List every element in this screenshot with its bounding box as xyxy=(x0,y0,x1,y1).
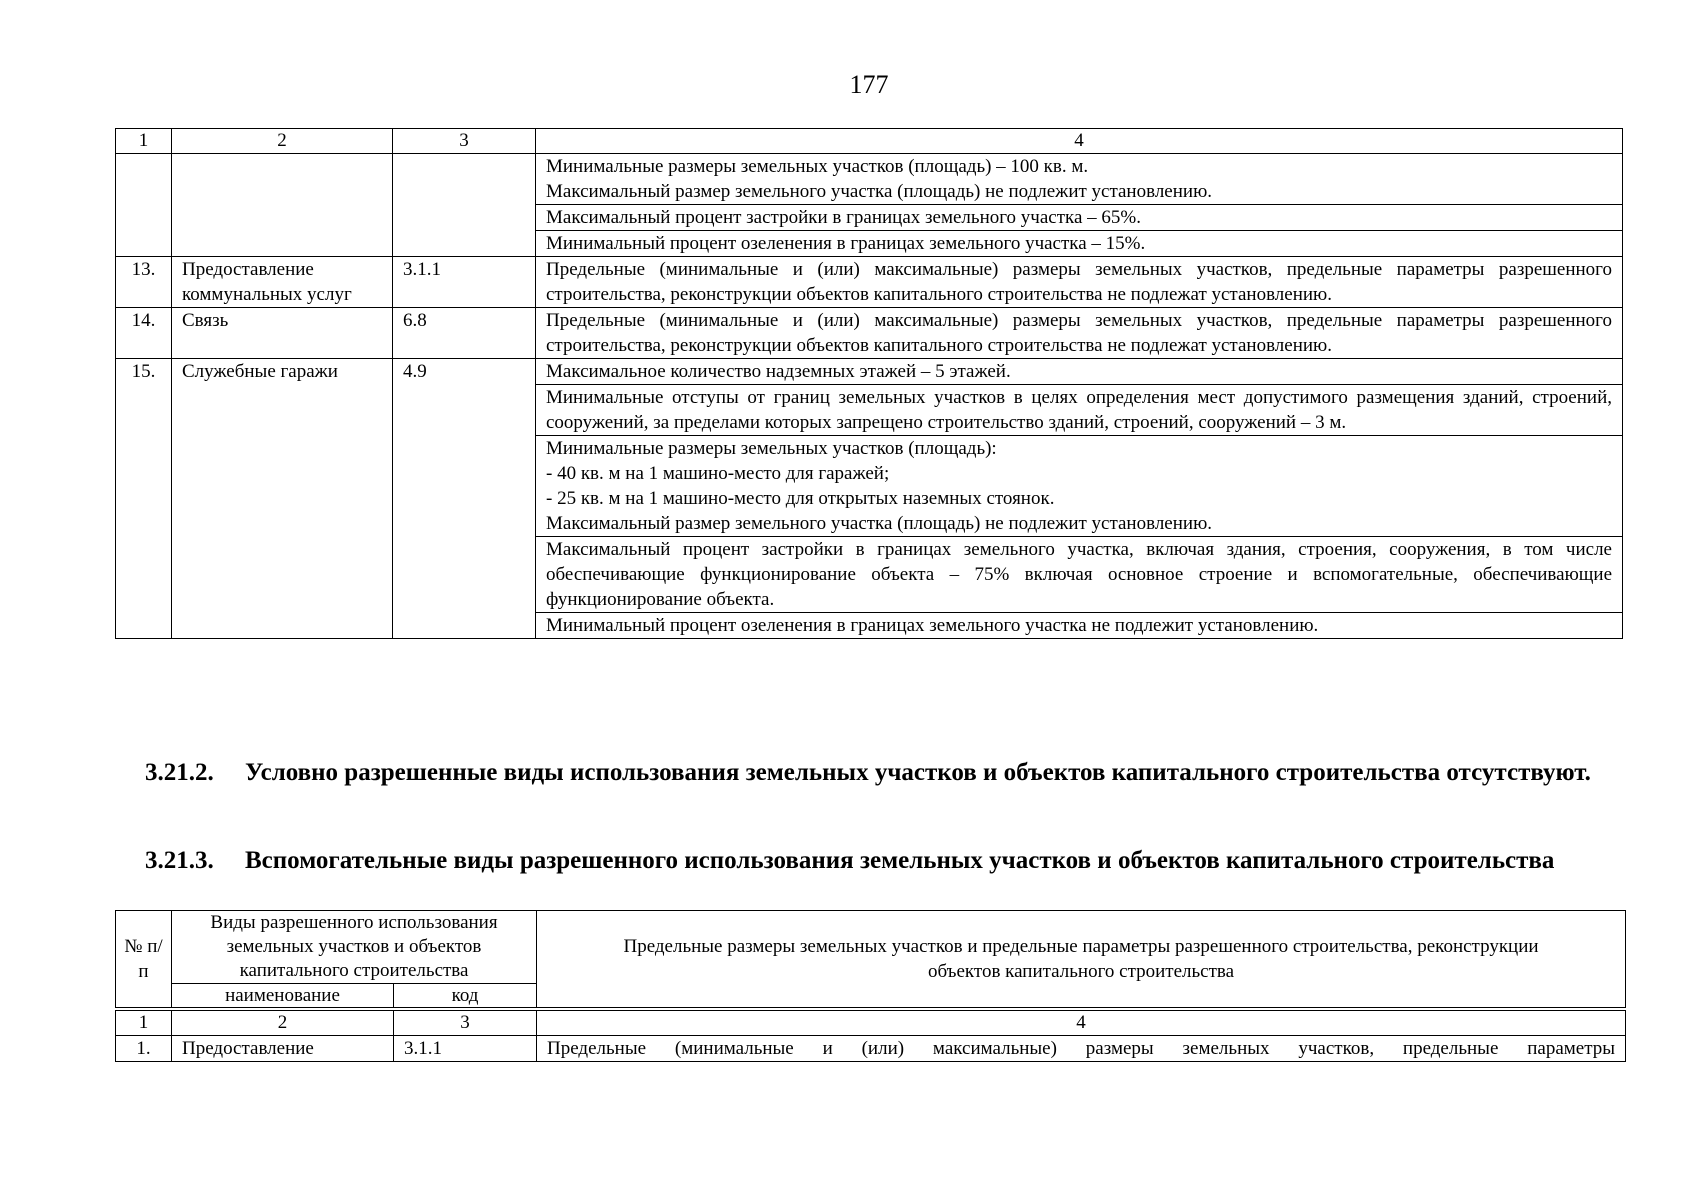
header-use-types: Виды разрешенного использования земельных участков и объектов капитального строительства xyxy=(172,911,537,984)
limit-cell: Предельные (минимальные и (или) максимальные) размеры земельных участков, предельные параметры разрешенного строительства, реконструкции объектов капитального строительства не подлежат установлению. xyxy=(536,308,1623,359)
table-header-row xyxy=(116,911,1626,984)
empty-cell xyxy=(393,154,536,257)
section-heading-3-21-3 xyxy=(145,844,1625,877)
header-number: № п/п xyxy=(116,911,172,1010)
limit-cell: Максимальный процент застройки в границах земельного участка – 65%. xyxy=(536,205,1623,231)
limit-cell: Минимальный процент озеленения в границах земельного участка – 15%. xyxy=(536,231,1623,257)
col-number-4: 4 xyxy=(536,129,1623,154)
table-row xyxy=(116,1036,1626,1062)
table-row xyxy=(116,308,1623,359)
use-name: Связь xyxy=(172,308,393,359)
empty-cell xyxy=(116,154,172,257)
zoning-table-main xyxy=(115,128,1623,639)
section-number: 3.21.2. xyxy=(145,759,214,786)
use-code: 3.1.1 xyxy=(393,257,536,308)
limit-cell: Предельные (минимальные и (или) максимальные) размеры земельных участков, предельные параметры xyxy=(537,1036,1626,1062)
row-number: 15. xyxy=(116,359,172,639)
table-row xyxy=(116,257,1623,308)
row-number: 1. xyxy=(116,1036,172,1062)
col-number-2: 2 xyxy=(172,1009,394,1036)
col-number-4: 4 xyxy=(537,1009,1626,1036)
use-code: 3.1.1 xyxy=(394,1036,537,1062)
limit-cell: Максимальный процент застройки в границах земельного участка, включая здания, строения, сооружения, в том числе обеспечивающие функционирование объекта – 75% включая основное строение и вспомогательные, обеспечивающие функционирование объекта. xyxy=(536,537,1623,613)
use-code: 4.9 xyxy=(393,359,536,639)
table-row xyxy=(116,359,1623,385)
header-limits: Предельные размеры земельных участков и предельные параметры разрешенного строительства, реконструкции объектов капитального строительства xyxy=(537,911,1626,1010)
section-title: Условно разрешенные виды использования земельных участков и объектов капитального строительства отсутствуют. xyxy=(245,759,1591,786)
section-title: Вспомогательные виды разрешенного использования земельных участков и объектов капитального строительства xyxy=(245,847,1555,874)
empty-cell xyxy=(172,154,393,257)
col-number-2: 2 xyxy=(172,129,393,154)
header-name: наименование xyxy=(172,984,394,1010)
row-number: 14. xyxy=(116,308,172,359)
use-name: Служебные гаражи xyxy=(172,359,393,639)
page-number: 177 xyxy=(849,70,889,99)
limit-cell: Минимальные размеры земельных участков (площадь): - 40 кв. м на 1 машино-место для гаражей; - 25 кв. м на 1 машино-место для открытых наземных стоянок. Максимальный размер земельного участка (площадь) не подлежит установлению. xyxy=(536,436,1623,537)
header-code: код xyxy=(394,984,537,1010)
limit-cell: Минимальные отступы от границ земельных участков в целях определения мест допустимого размещения зданий, строений, сооружений, за пределами которых запрещено строительство зданий, строений, сооружений – 3 м. xyxy=(536,385,1623,436)
col-number-1: 1 xyxy=(116,129,172,154)
limit-cell: Минимальный процент озеленения в границах земельного участка не подлежит установлению. xyxy=(536,613,1623,639)
use-name: Предоставление xyxy=(172,1036,394,1062)
table-row xyxy=(116,154,1623,205)
use-name: Предоставление коммунальных услуг xyxy=(172,257,393,308)
column-number-row xyxy=(116,1009,1626,1036)
limit-cell: Максимальное количество надземных этажей – 5 этажей. xyxy=(536,359,1623,385)
column-number-row xyxy=(116,129,1623,154)
auxiliary-uses-table xyxy=(115,910,1626,1062)
col-number-1: 1 xyxy=(116,1009,172,1036)
row-number: 13. xyxy=(116,257,172,308)
limit-cell: Минимальные размеры земельных участков (площадь) – 100 кв. м. Максимальный размер земельного участка (площадь) не подлежит установлению. xyxy=(536,154,1623,205)
use-code: 6.8 xyxy=(393,308,536,359)
col-number-3: 3 xyxy=(393,129,536,154)
col-number-3: 3 xyxy=(394,1009,537,1036)
limit-cell: Предельные (минимальные и (или) максимальные) размеры земельных участков, предельные параметры разрешенного строительства, реконструкции объектов капитального строительства не подлежат установлению. xyxy=(536,257,1623,308)
section-heading-3-21-2 xyxy=(145,756,1625,789)
section-number: 3.21.3. xyxy=(145,847,214,874)
